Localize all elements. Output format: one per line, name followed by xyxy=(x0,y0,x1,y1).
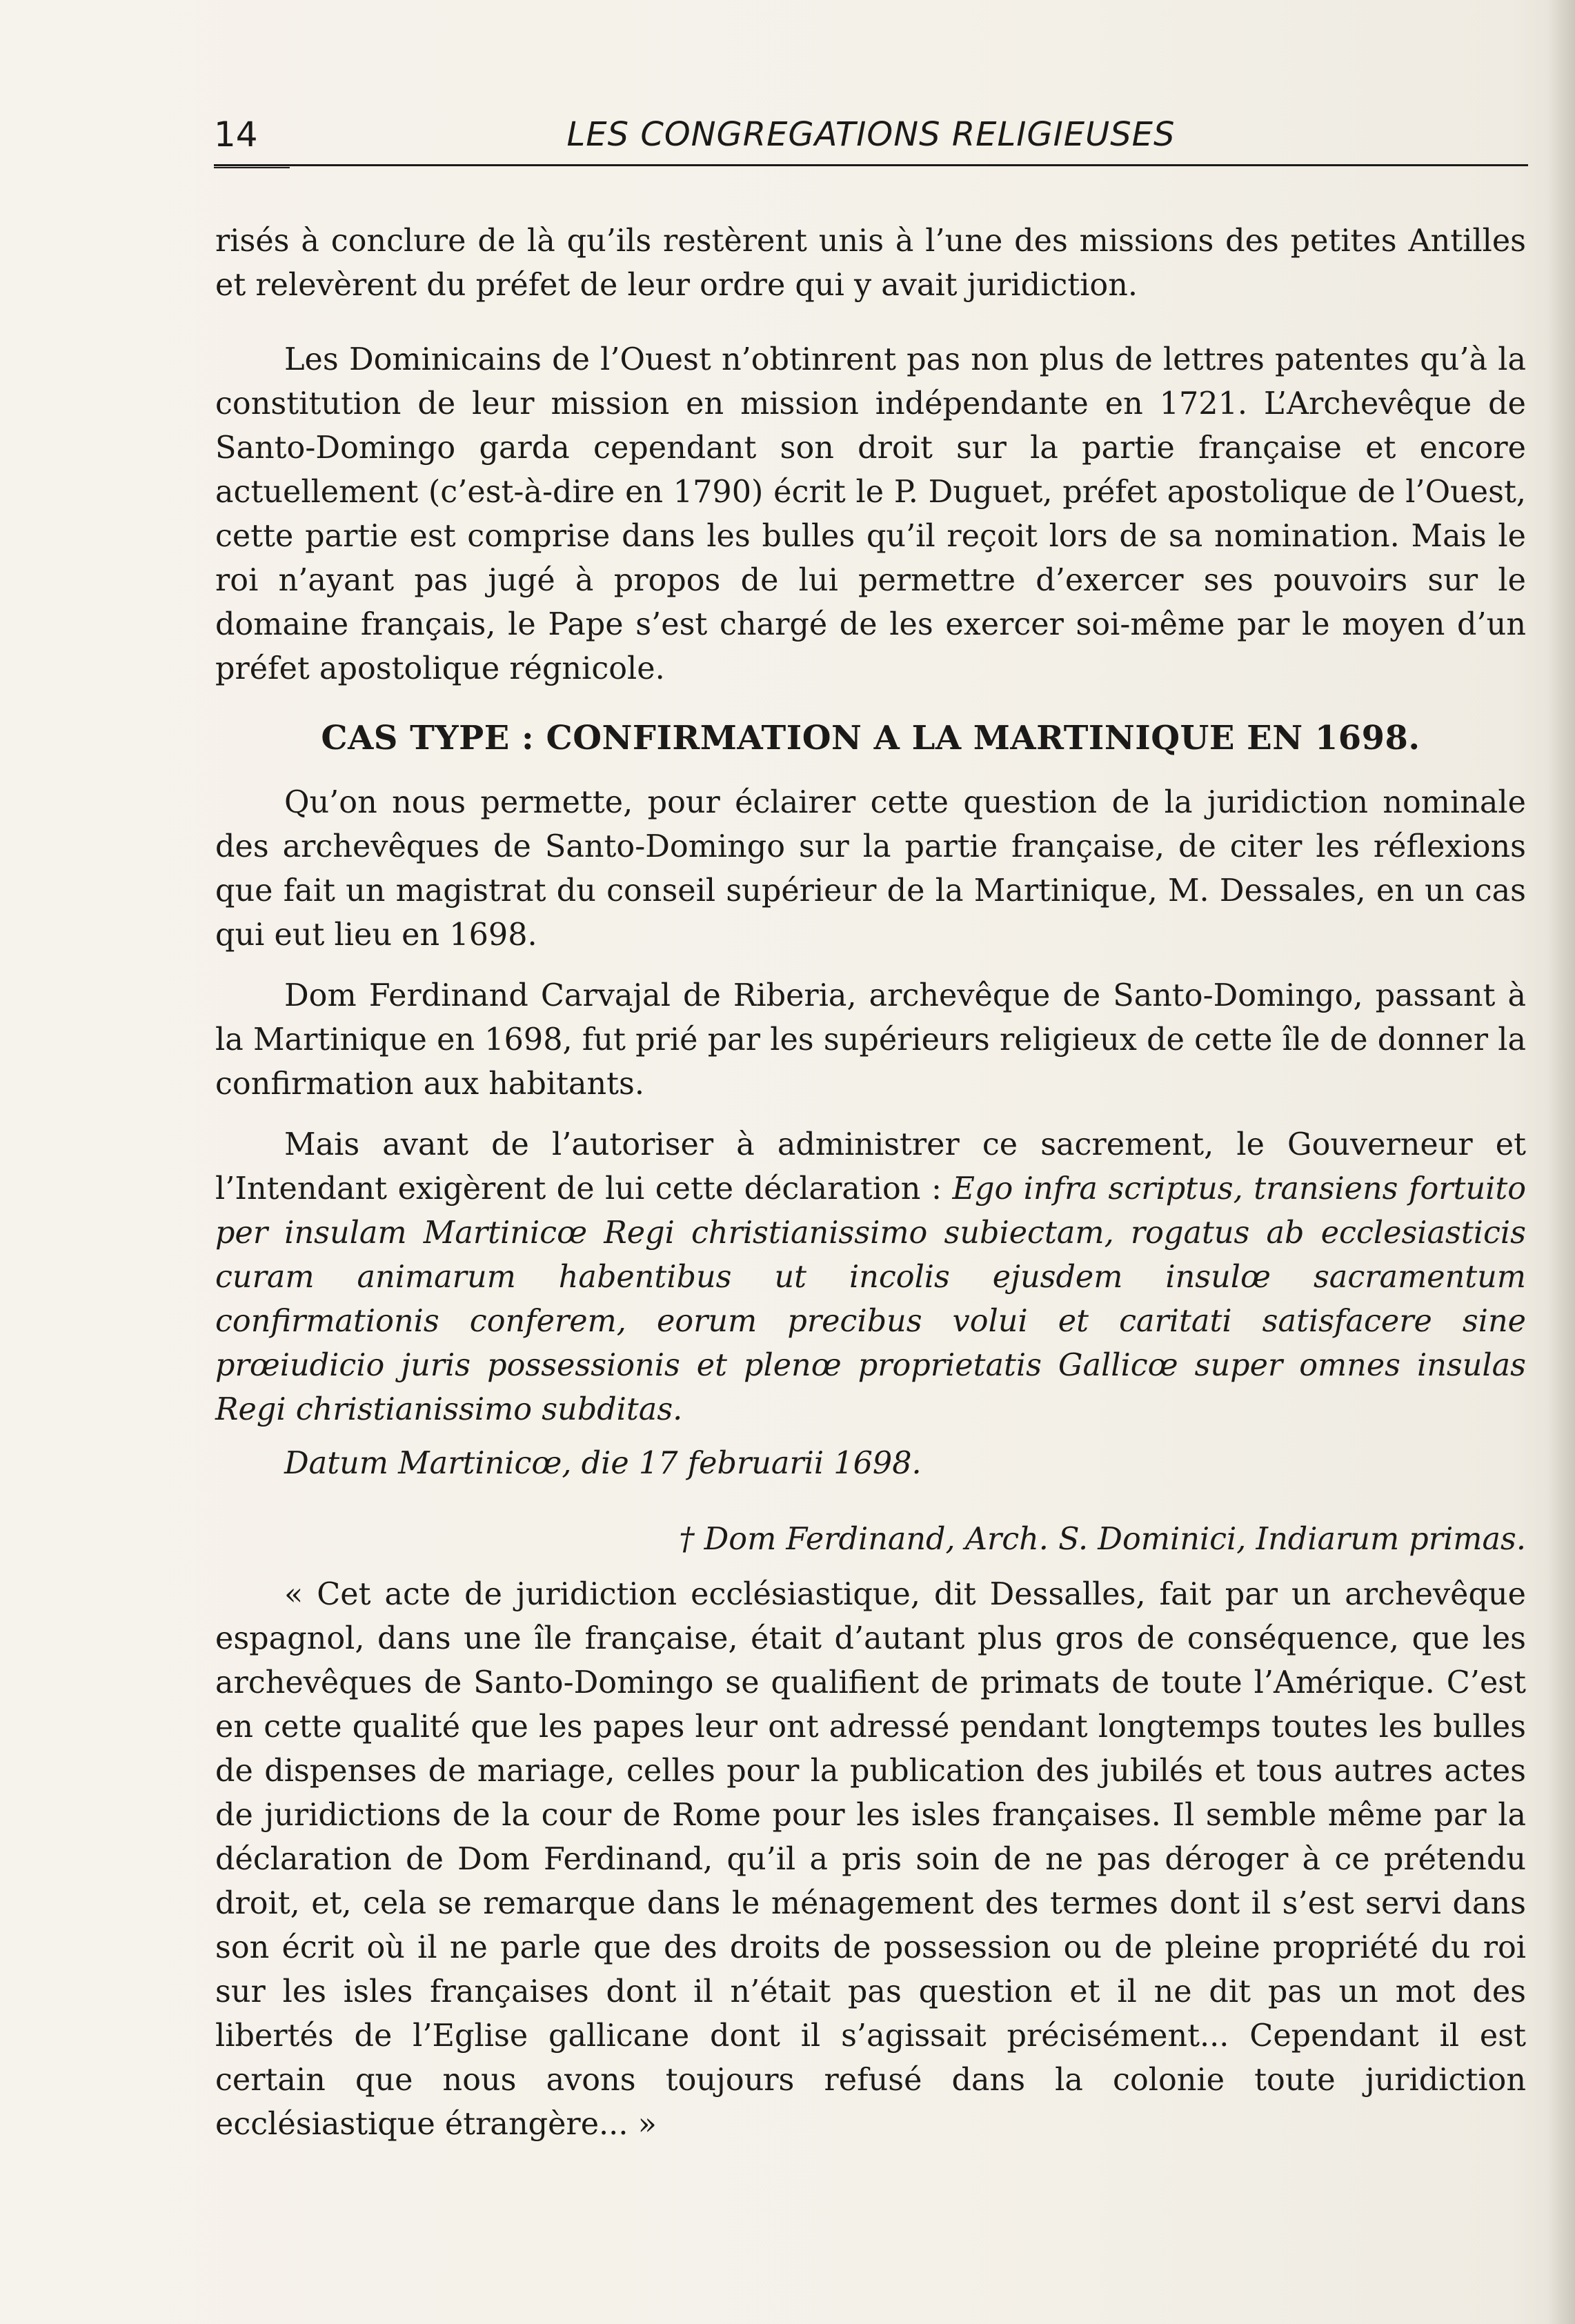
page-number: 14 xyxy=(214,115,258,155)
page-header xyxy=(214,110,1528,166)
paragraph-intro-case: Qu’on nous permette, pour éclairer cette question de la juridiction nominale des archevêques de Santo-Domingo sur la partie française, de citer les réflexions que fait un magistrat du conseil supérieur de la Martinique, M. Dessales, en un cas qui eut lieu en 1698. xyxy=(215,785,1526,953)
latin-declaration: Ego infra scriptus, transiens fortuito per insulam Martinicœ Regi christianissimo subiectam, rogatus ab ecclesiasticis curam animarum habentibus ut incolis ejusdem insulœ sacramentum confirmationis conferem, eorum precibus volui et caritati satisfacere sine prœiudicio juris possessionis et plenœ proprietatis Gallicœ super omnes insulas Regi christianissimo subditas. xyxy=(215,1171,1527,1427)
header-rule-accent xyxy=(214,167,290,168)
paragraph-dominicains: Les Dominicains de l’Ouest n’obtinrent pas non plus de lettres patentes qu’à la constitution de leur mission en mission indépendante en 1721. L’Archevêque de Santo-Domingo garda cependant son droit sur la partie française et encore actuellement (c’est-à-dire en 1790) écrit le P. Duguet, préfet apostolique de l’Ouest, cette partie est comprise dans les bulles qu’il reçoit lors de sa nomination. Mais le roi n’ayant pas jugé à propos de lui permettre d’exercer ses pouvoirs sur le domaine français, le Pape s’est chargé de les exercer soi-même par le moyen d’un préfet apostolique régnicole. xyxy=(215,342,1526,686)
paragraph-ferdinand: Dom Ferdinand Carvajal de Riberia, archevêque de Santo-Domingo, passant à la Martinique en 1698, fut prié par les supérieurs religieux de cette île de donner la confirmation aux habitants. xyxy=(215,978,1526,1102)
page-body xyxy=(215,219,1526,2147)
running-title: LES CONGREGATIONS RELIGIEUSES xyxy=(566,115,1176,154)
paragraph-declaration xyxy=(215,1123,1526,1432)
datum-line: Datum Martinicœ, die 17 februarii 1698. xyxy=(284,1446,922,1481)
declaration-intro: Mais avant de l’autoriser à administrer ce sacrement, le Gouverneur et l’Intendant exigèrent de lui cette déclaration : xyxy=(215,1127,1526,1206)
section-heading: CAS TYPE : CONFIRMATION A LA MARTINIQUE EN 1698. xyxy=(321,719,1420,757)
header-rule xyxy=(214,164,1528,166)
page-edge-shadow xyxy=(1547,0,1575,2324)
signature-line: † Dom Ferdinand, Arch. S. Dominici, Indiarum primas. xyxy=(679,1522,1526,1557)
paragraph-dessalles-quote: « Cet acte de juridiction ecclésiastique, dit Dessalles, fait par un archevêque espagnol, dans une île française, était d’autant plus gros de conséquence, que les archevêques de Santo-Domingo se qualifient de primats de toute l’Amérique. C’est en cette qualité que les papes leur ont adressé pendant longtemps toutes les bulles de dispenses de mariage, celles pour la publication des jubilés et tous autres actes de juridictions de la cour de Rome pour les isles françaises. Il semble même par la déclaration de Dom Ferdinand, qu’il a pris soin de ne pas déroger à ce prétendu droit, et, cela se remarque dans le ménagement des termes dont il s’est servi dans son écrit où il ne parle que des droits de possession ou de pleine propriété du roi sur les isles françaises dont il n’était pas question et il ne dit pas un mot des libertés de l’Eglise gallicane dont il s’agissait précisément... Cependant il est certain que nous avons toujours refusé dans la colonie toute juridiction ecclésiastique étrangère... » xyxy=(215,1577,1526,2142)
paragraph-continuation: risés à conclure de là qu’ils restèrent unis à l’une des missions des petites Antilles et relevèrent du préfet de leur ordre qui y avait juridiction. xyxy=(215,224,1526,303)
